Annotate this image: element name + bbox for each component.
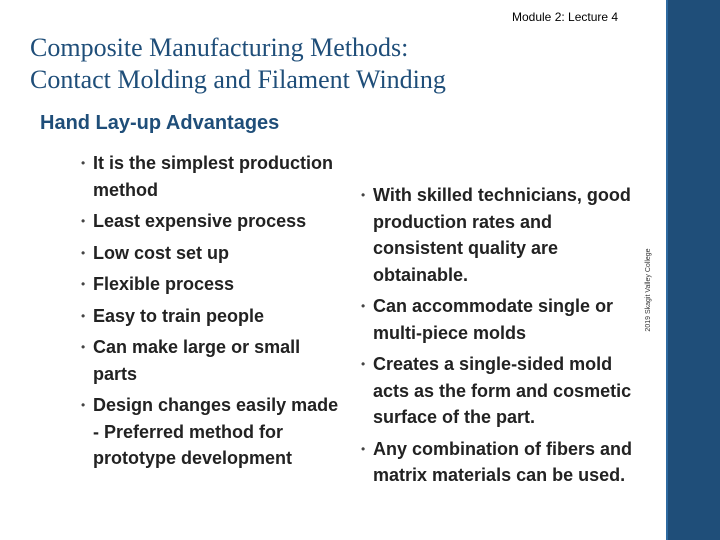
advantages-list-left — [81, 150, 343, 477]
bullet-icon: • — [361, 441, 366, 456]
list-item — [81, 240, 343, 267]
list-item — [81, 334, 343, 387]
list-item — [361, 182, 643, 288]
copyright-text: 2019 Skagit Valley College — [645, 248, 652, 332]
list-item-text: Creates a single-sided mold acts as the form and cosmetic surface of the part. — [373, 354, 632, 427]
title-line-1: Composite Manufacturing Methods: — [30, 33, 409, 62]
bullet-icon: • — [81, 156, 86, 170]
list-item-text: Flexible process — [93, 274, 235, 294]
list-item-text: Any combination of fibers and matrix materials can be used. — [373, 438, 633, 485]
bullet-icon: • — [81, 308, 86, 323]
bullet-icon: • — [81, 214, 86, 228]
module-label: Module 2: Lecture 4 — [512, 10, 619, 24]
bullet-icon: • — [361, 188, 366, 202]
list-item — [81, 303, 343, 330]
list-item — [81, 150, 343, 203]
accent-sidebar — [668, 0, 720, 540]
advantages-list-right — [361, 182, 643, 494]
bullet-icon: • — [361, 299, 366, 313]
list-item-text: Design changes easily made - Preferred method for prototype development — [93, 395, 339, 468]
list-item — [81, 392, 343, 472]
section-subtitle: Hand Lay-up Advantages — [40, 112, 280, 134]
list-item — [361, 293, 643, 346]
bullet-icon: • — [81, 340, 86, 354]
list-item — [361, 436, 643, 489]
list-item-text: With skilled technicians, good production rates and consistent quality are obtainable. — [373, 185, 631, 285]
bullet-icon: • — [361, 357, 366, 371]
bullet-icon: • — [81, 398, 86, 412]
list-item-text: Can accommodate single or multi-piece molds — [373, 296, 614, 343]
list-item — [81, 208, 343, 235]
list-item — [361, 351, 643, 431]
page-title — [30, 32, 500, 96]
list-item-text: It is the simplest production method — [93, 153, 334, 200]
list-item-text: Can make large or small parts — [93, 337, 301, 384]
bullet-icon: • — [81, 245, 86, 260]
list-item-text: Least expensive process — [93, 211, 307, 231]
title-line-2: Contact Molding and Filament Winding — [30, 65, 446, 94]
list-item — [81, 271, 343, 298]
list-item-text: Easy to train people — [93, 305, 265, 326]
bullet-icon: • — [81, 277, 86, 291]
list-item-text: Low cost set up — [93, 242, 230, 263]
